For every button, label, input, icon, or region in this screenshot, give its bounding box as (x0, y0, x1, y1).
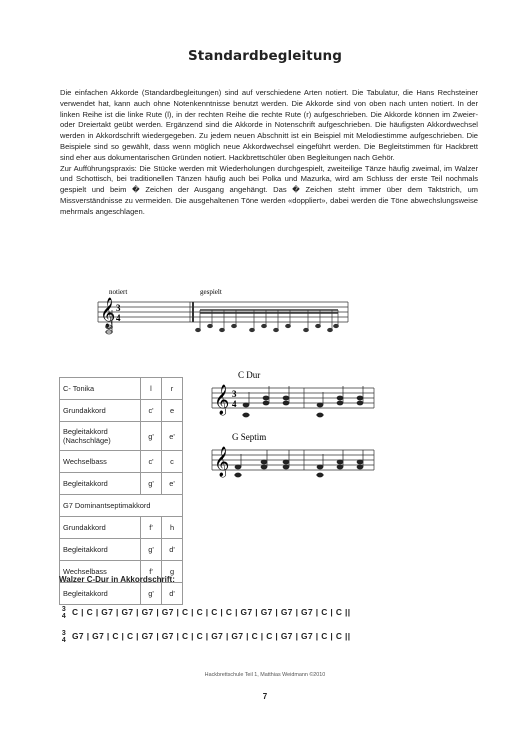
table-row (60, 378, 183, 400)
table-cell: Wechselbass (60, 561, 141, 583)
treble-clef-icon: 𝄞 (214, 385, 230, 415)
label-notiert: notiert (109, 288, 128, 296)
table-section-header: G7 Dominantseptimakkord (60, 495, 183, 517)
cdur-notes (242, 386, 363, 417)
table-row (60, 473, 183, 495)
table-cell: Wechselbass (60, 451, 141, 473)
table-cell: Begleitakkord (Nachschläge) (60, 422, 141, 451)
chord-table (59, 377, 183, 605)
table-cell: c (162, 451, 183, 473)
walzer-line-1 (59, 606, 351, 620)
table-cell: g' (141, 473, 162, 495)
table-cell: g' (141, 539, 162, 561)
footer: Hackbrettschule Teil 1, Matthias Weidmann ©2010 (204, 672, 326, 678)
intro-text (60, 88, 478, 218)
treble-clef-icon: 𝄞 (100, 298, 116, 328)
table-cell: f' (141, 517, 162, 539)
table-cell: c' (141, 400, 162, 422)
page-title: Standardbegleitung (187, 48, 343, 64)
table-cell: l (141, 378, 162, 400)
table-row (60, 517, 183, 539)
table-cell: Begleitakkord (60, 473, 141, 495)
table-cell: g' (141, 583, 162, 605)
paragraph: Die einfachen Akkorde (Standardbegleitungen) sind auf verschiedene Arten notiert. Die Tabulatur, die Hans Rechsteiner verwendet hat, kann auch ohne Notenkenntnisse benutzt werden. Die Akkorde sind von oben nach unten notiert. In der linken Reihe ist die linke Rute (l), in der rechten Reihe die rechte Rute (r) aufgeschrieben. Die Akkorde können im Zweier- oder Dreiertakt geübt werden. Ergänzend sind die Akkorde in Notenschrift aufgeschrieben. Die häufigsten Akkordwechsel werden in Akkordschrift wiedergegeben. Zu jedem neuen Abschnitt ist ein Beispiel mit Melodiestimme aufgeschrieben. Die Beispiele sind so gewählt, dass wenn möglich neue Akkordwechsel eingeführt werden. Die Begleitstimmen für Hackbrett sind eher aus dokumentarischen Gründen notiert. Hackbrettschüler üben Begleitungen nach Gehör. (60, 88, 478, 162)
walzer-title: Walzer C-Dur in Akkordschrift: (59, 575, 175, 584)
page-number: 7 (262, 692, 268, 701)
g7-notes (234, 450, 363, 477)
table-cell: e' (162, 422, 183, 451)
table-row (60, 539, 183, 561)
table-cell: g (162, 561, 183, 583)
table-cell: f' (141, 561, 162, 583)
time-sig-bottom: 4 (116, 313, 121, 323)
played-notes (196, 310, 339, 332)
cdur-staff (208, 368, 378, 428)
label-gespielt: gespielt (200, 288, 222, 296)
chord-sequence: C | C | G7 | G7 | G7 | G7 | C | C | C | C | G7 | G7 | G7 | G7 | C | C || (72, 607, 351, 618)
walzer-line-2 (59, 630, 351, 644)
table-cell: Begleitakkord (60, 539, 141, 561)
table-cell: Grundakkord (60, 517, 141, 539)
table-row (60, 400, 183, 422)
cdur-label: C Dur (238, 370, 261, 380)
time-sig-top: 3 (232, 389, 237, 399)
table-row (60, 495, 183, 517)
table-cell: C- Tonika (60, 378, 141, 400)
table-cell: d' (162, 583, 183, 605)
chord-sequence: G7 | G7 | C | C | G7 | G7 | C | C | G7 | G7 | C | C | G7 | G7 | C | C || (72, 631, 351, 642)
time-sig-top: 3 (116, 303, 121, 313)
time-signature: 3 4 (61, 630, 67, 644)
paragraph: Zur Aufführungspraxis: Die Stücke werden mit Wiederholungen durchgespielt, zweiteilige Tänze häufig zweimal, im Walzer und Schottisch, bei traditionellen Tänzen häufig auch bei Polka und Mazurka, wird am Schluss der erste Teil nochmals gespielt und beim � Zeichen der Ausgang angehängt. Das � Zeichen steht immer über dem Taktstrich, um Missverständnisse zu vermeiden. Die ausgehaltenen Töne werden «doppliert», dabei werden die Töne abwechslungsweise mehrmals angeschlagen. (60, 163, 478, 216)
g7-staff (208, 430, 378, 490)
table-row (60, 583, 183, 605)
table-cell: Begleitakkord (60, 583, 141, 605)
time-sig-bottom: 4 (232, 399, 237, 409)
example-staff (94, 280, 350, 350)
g7-label: G Septim (232, 432, 267, 442)
table-cell: h (162, 517, 183, 539)
table-cell: e' (162, 473, 183, 495)
table-cell: e (162, 400, 183, 422)
time-signature: 3 4 (61, 606, 67, 620)
table-cell: c' (141, 451, 162, 473)
table-row (60, 422, 183, 451)
table-cell: r (162, 378, 183, 400)
treble-clef-icon: 𝄞 (214, 447, 230, 477)
table-cell: d' (162, 539, 183, 561)
table-cell: Grundakkord (60, 400, 141, 422)
table-row (60, 451, 183, 473)
table-cell: g' (141, 422, 162, 451)
